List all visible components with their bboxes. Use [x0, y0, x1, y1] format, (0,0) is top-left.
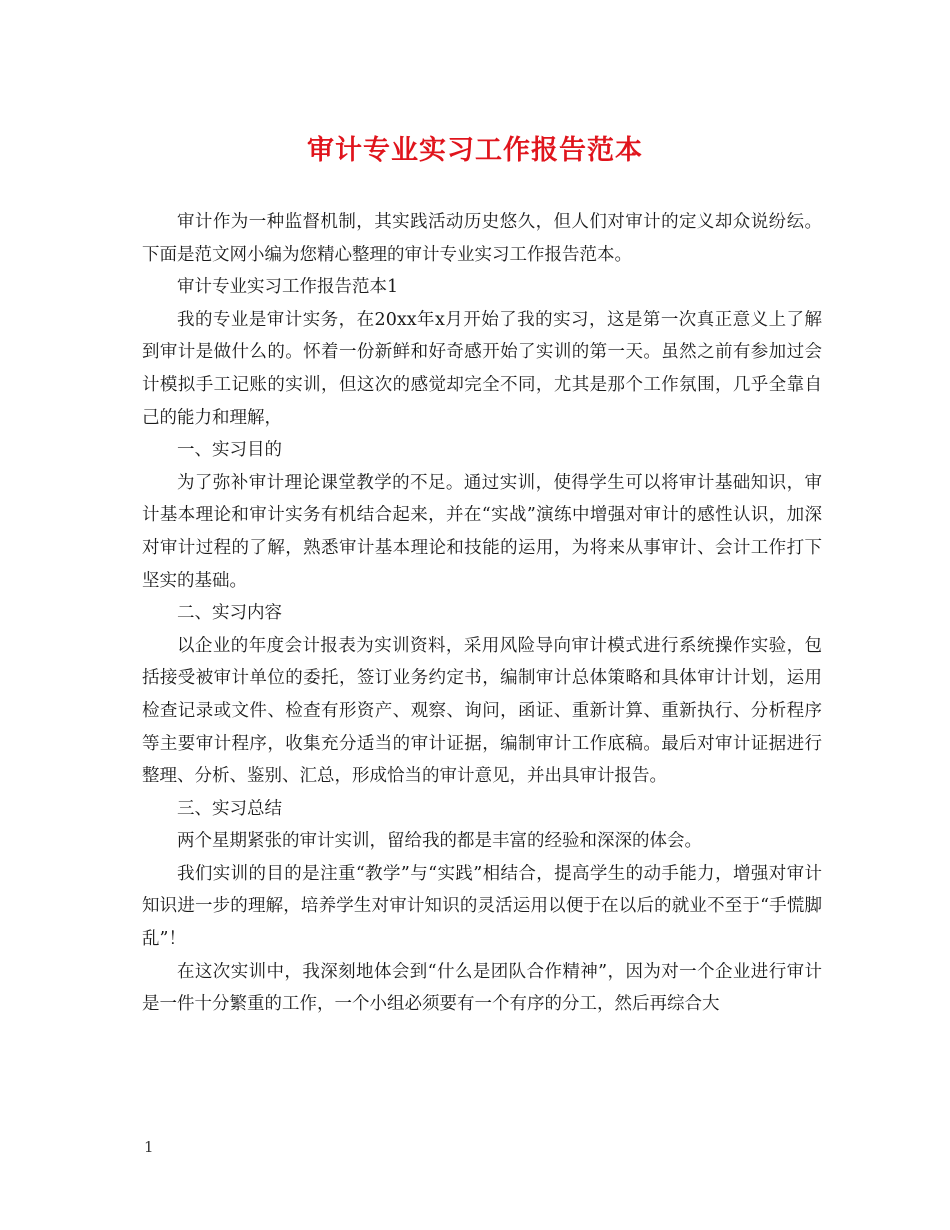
heading-purpose: 一、实习目的 — [177, 440, 282, 461]
paragraph-intro: 审计作为一种监督机制，其实践活动历史悠久，但人们对审计的定义却众说纷纭。下面是范文网小编为您精心整理的审计专业实习工作报告范本。 — [142, 212, 822, 265]
paragraph-summary-1: 两个星期紧张的审计实训，留给我的都是丰富的经验和深深的体会。 — [177, 831, 702, 852]
paragraph-opening: 我的专业是审计实务，在20xx年x月开始了我的实习，这是第一次真正意义上了解到审计是做什么的。怀着一份新鲜和好奇感开始了实训的第一天。虽然之前有参加过会计模拟手工记账的实训，但这次的感觉却完全不同，尤其是那个工作氛围，几乎全靠自己的能力和理解， — [142, 309, 822, 428]
paragraph-content: 以企业的年度会计报表为实训资料，采用风险导向审计模式进行系统操作实验，包括接受被审计单位的委托，签订业务约定书，编制审计总体策略和具体审计计划，运用检查记录或文件、检查有形资产、观察、询问，函证、重新计算、重新执行、分析程序等主要审计程序，收集充分适当的审计证据，编制审计工作底稿。最后对审计证据进行整理、分析、鉴别、汇总，形成恰当的审计意见，并出具审计报告。 — [142, 635, 822, 787]
document-body — [142, 206, 822, 1021]
heading-content: 二、实习内容 — [177, 603, 282, 624]
paragraph-summary-3: 在这次实训中，我深刻地体会到“什么是团队合作精神”，因为对一个企业进行审计是一件十分繁重的工作，一个小组必须要有一个有序的分工，然后再综合大 — [142, 961, 822, 1015]
paragraph-summary-2: 我们实训的目的是注重“教学”与“实践”相结合，提高学生的动手能力，增强对审计知识进一步的理解，培养学生对审计知识的灵活运用以便于在以后的就业不至于“手慌脚乱”！ — [142, 863, 822, 950]
page-number: 1 — [144, 1138, 154, 1156]
paragraph-purpose: 为了弥补审计理论课堂教学的不足。通过实训，使得学生可以将审计基础知识，审计基本理论和审计实务有机结合起来，并在“实战”演练中增强对审计的感性认识，加深对审计过程的了解，熟悉审计基本理论和技能的运用，为将来从事审计、会计工作打下坚实的基础。 — [142, 472, 822, 591]
document-title: 审计专业实习工作报告范本 — [307, 135, 643, 166]
heading-summary: 三、实习总结 — [177, 798, 282, 819]
paragraph-subtitle: 审计专业实习工作报告范本1 — [177, 277, 399, 298]
